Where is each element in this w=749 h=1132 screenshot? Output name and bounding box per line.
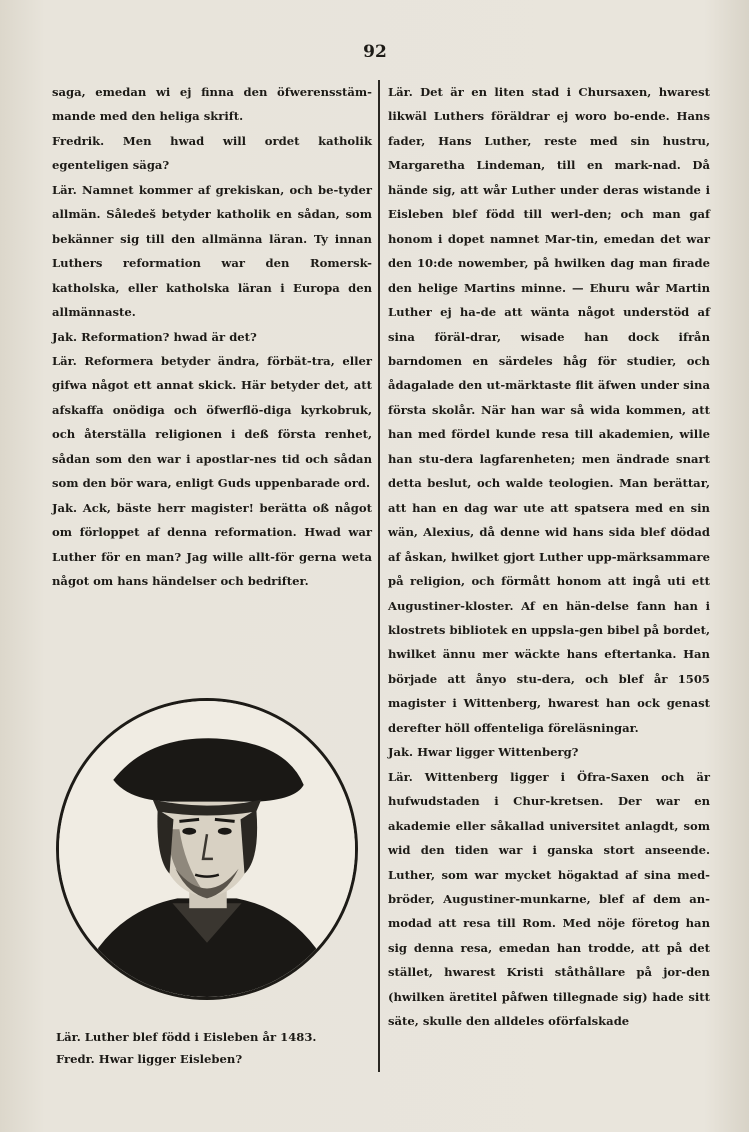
right-paragraph: Jak. Hwar ligger Wittenberg? xyxy=(388,745,579,760)
portrait-caption-line: Lär. Luther blef född i Eisleben år 1483. xyxy=(56,1030,317,1044)
left-paragraph: Jak. Reformation? hwad är det? xyxy=(52,329,257,344)
left-paragraph: Fredrik. Men hwad will ordet katholik egenteligen säga? xyxy=(52,133,372,173)
portrait-medallion xyxy=(56,698,358,1000)
portrait-caption-line: Fredr. Hwar ligger Eisleben? xyxy=(56,1052,243,1066)
page-number: 92 xyxy=(363,42,387,62)
woodcut-portrait-icon xyxy=(59,701,355,997)
left-paragraph: saga, emedan wi ej finna den öfwerensstäm-mande med den heliga skrift. xyxy=(52,85,372,124)
left-paragraph: Lär. Reformera betyder ändra, förbät-tra, eller gifwa något ett annat skick. Här betyder det, att afskaffa onödiga och öfwerflö-diga kyrkobruk, och återställa religionen i deß första renhet, sådan som den war i apostlar-nes tid och sådan som den bör wara, enligt Guds uppenbarade ord. xyxy=(52,353,372,491)
left-paragraph: Jak. Ack, bäste herr magister! berätta oß något om förloppet af denna reformation. Hwad war Luther för en man? Jag wille allt-för gerna weta något om hans händelser och bedrifter. xyxy=(52,500,372,589)
right-column xyxy=(388,80,710,1034)
left-paragraph: Lär. Namnet kommer af grekiskan, och be-tyder allmän. Såledeš betyder katholik en sådan, som bekänner sig till den allmänna läran. Ty innan Luthers reformation war den Romersk-katholska, eller katholska läran i Europa den allmännaste. xyxy=(52,182,372,320)
right-paragraph: Lär. Det är en liten stad i Chursaxen, hwarest likwäl Luthers föräldrar ej woro bo-ende. Hans fader, Hans Luther, reste med sin hustru, Margaretha Lindeman, till en mark-nad. Då hände sig, att wår Luther under deras wistande i Eisleben blef född till werl-den; och man gaf honom i dopet namnet Mar-tin, emedan det war den 10:de nowember, på hwilken dag man firade den helige Martins minne. — Ehuru wår Martin Luther ej ha-de att wänta något understöd af sina föräl-drar, wisade han dock ifrån barndomen en särdeles håg för studier, och ådagalade den ut-märktaste flit äfwen under sina första skolår. När han war så wida kommen, att han med fördel kunde resa till akademien, wille han stu-dera lagfarenheten; men ändrade snart detta beslut, och walde teologien. Man berättar, att han en dag war ute att spatsera med en sin wän, Alexius, då denne wid hans sida blef dödad af åskan, hwilket gjort Luther upp-märksammare på religion, och förmått honom att ingå uti ett Augustiner-kloster. Af en hän-delse fann han i klostrets bibliotek en uppsla-gen bibel på bordet, hwilket ännu mer wäckte hans eftertanka. Han började att ånyo stu-dera, och blef år 1505 magister i Wittenberg, hwarest han ock genast derefter höll offenteliga föreläsningar. xyxy=(388,85,711,735)
right-paragraph: Lär. Wittenberg ligger i Öfra-Saxen och är hufwudstaden i Chur-kretsen. Der war en akademie eller såkallad universitet anlagdt, som wid den tiden war i ganska stort anseende. Luther, som war mycket högaktad af sina med-bröder, Augustiner-munkarne, blef af dem an-modad att resa till Rom. Med nöje företog han sig denna resa, emedan han trodde, att på det stället, hwarest Kristi ståthållare på jor-den (hwilken äretitel påfwen tillegnade sig) hade sitt säte, skulle den alldeles oförfalskade xyxy=(388,769,710,1029)
column-divider xyxy=(378,80,380,1072)
left-column xyxy=(52,80,372,594)
